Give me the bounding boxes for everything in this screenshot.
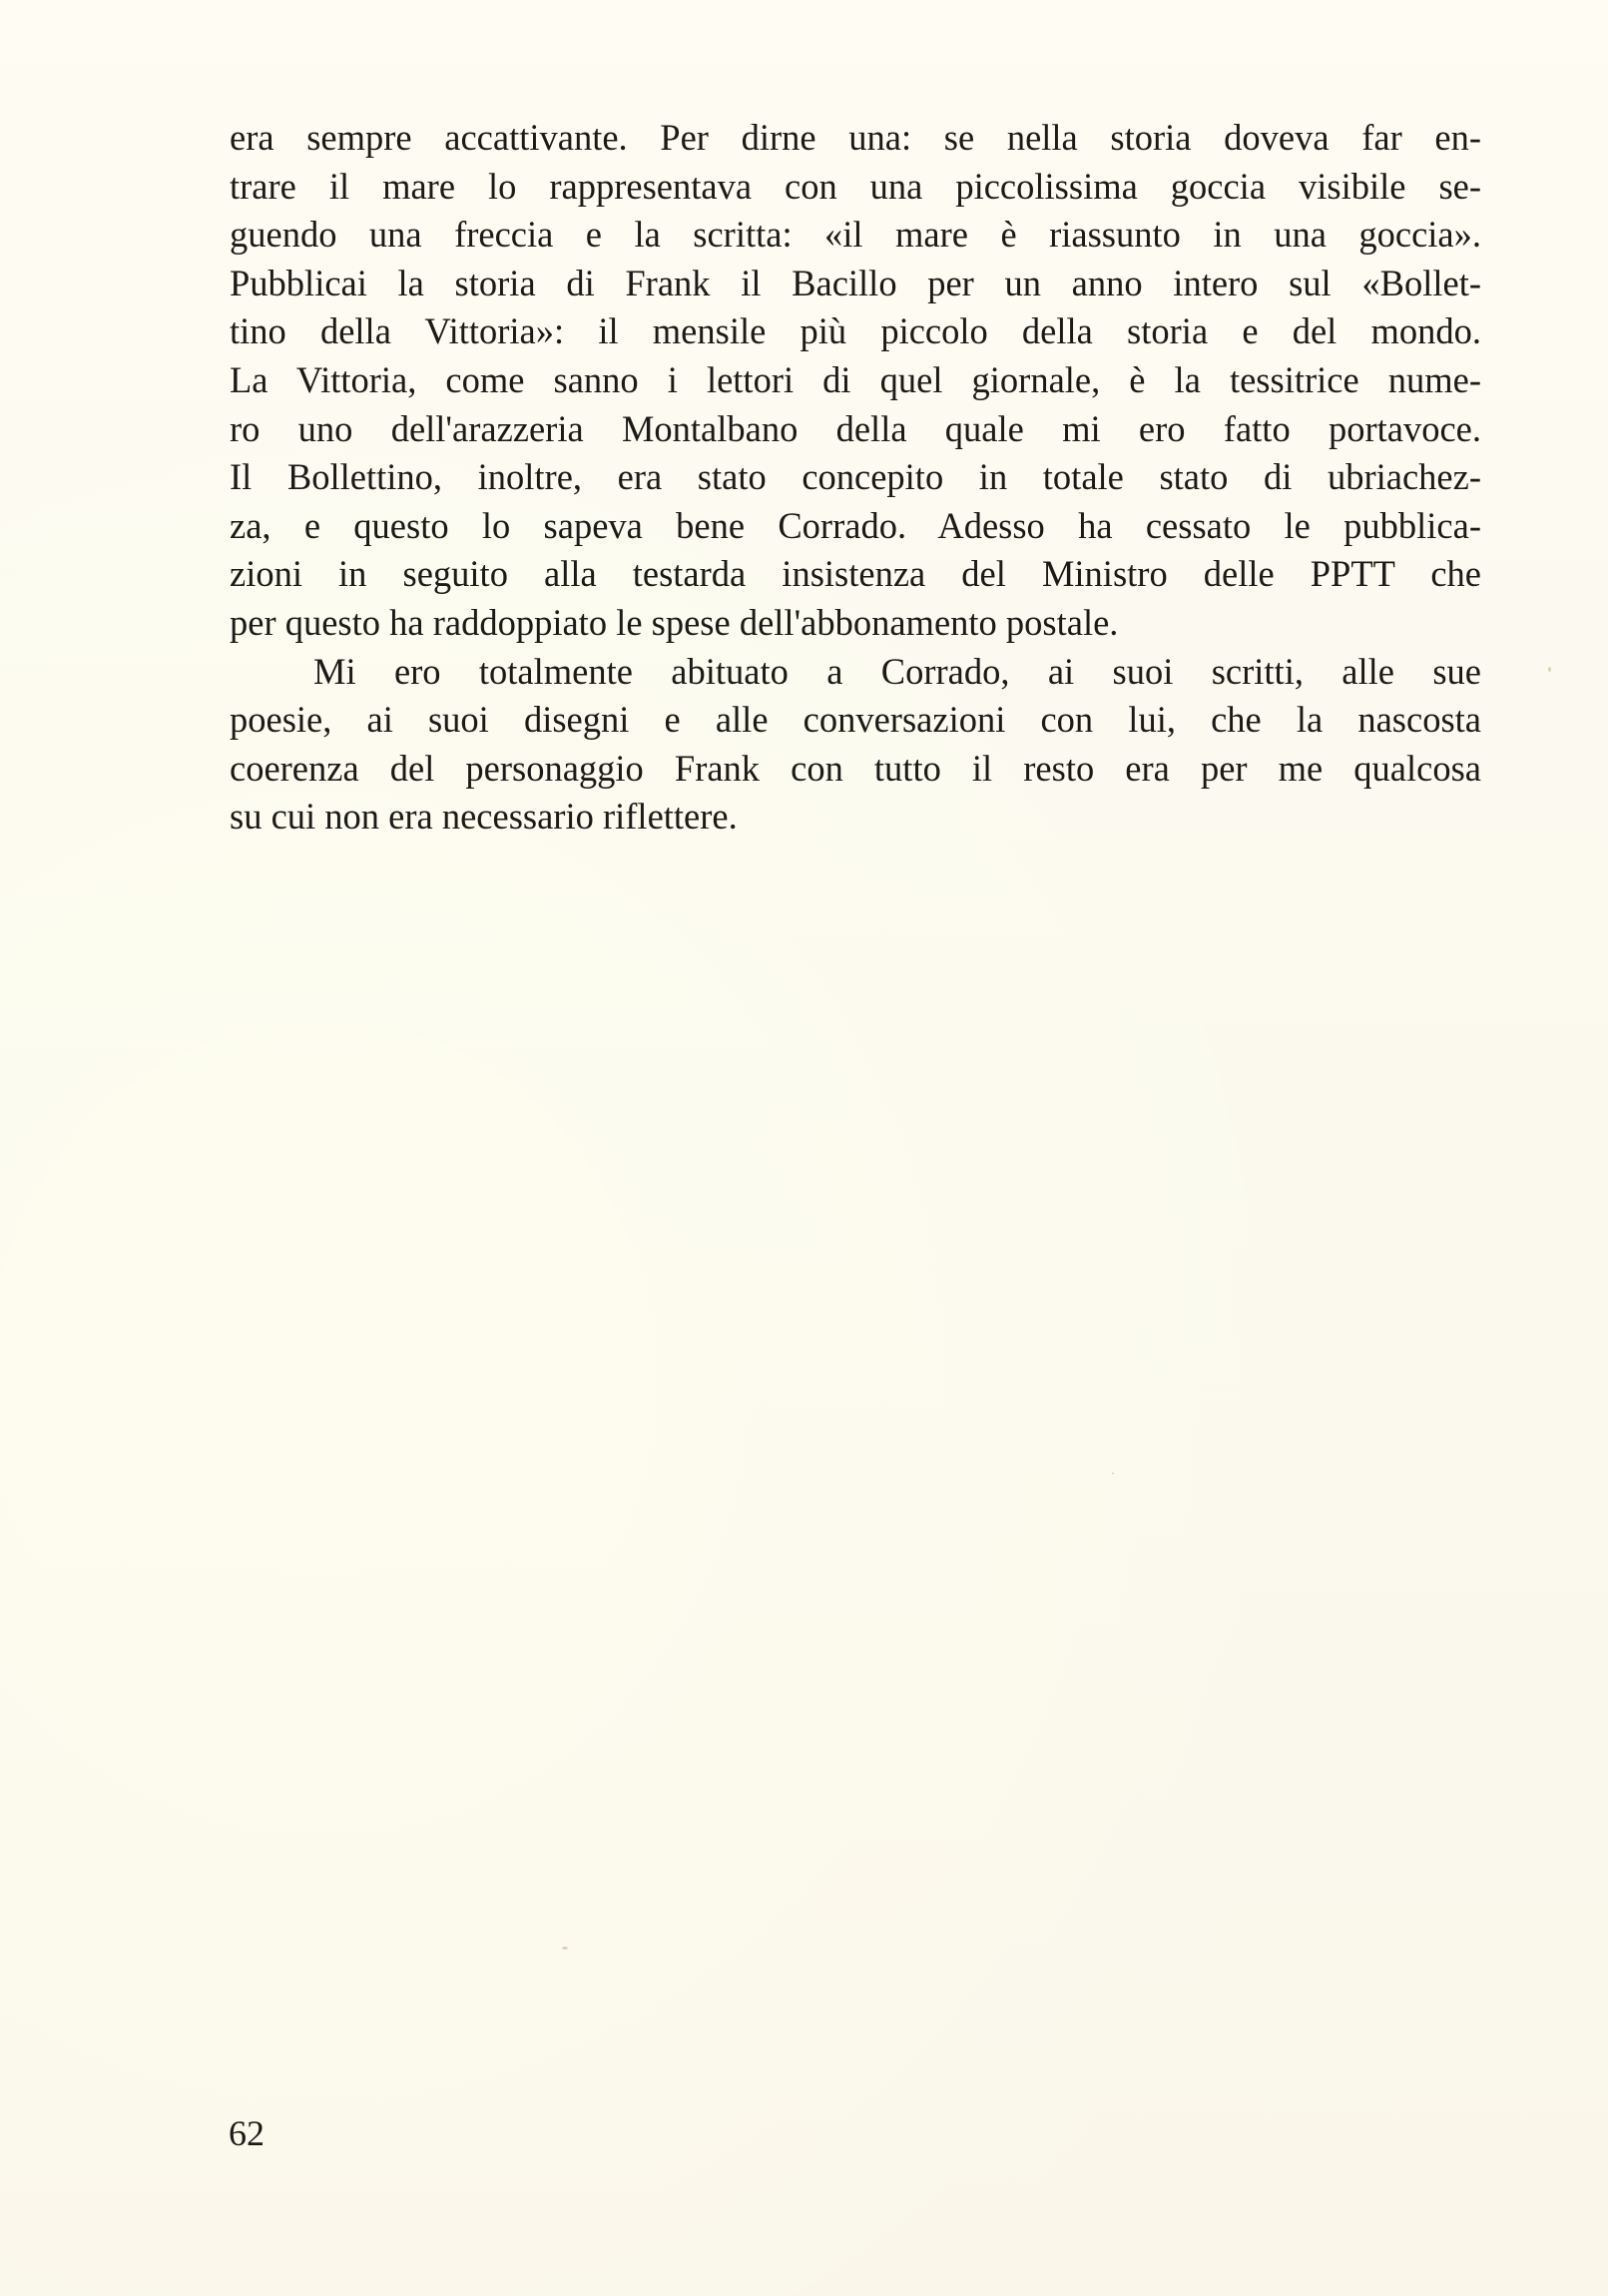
text-line: era sempre accattivante. Per dirne una: se nella storia doveva far en- <box>230 117 1481 158</box>
text-line: zioni in seguito alla testarda insistenza del Ministro delle PPTT che <box>230 553 1481 595</box>
text-line: La Vittoria, come sanno i lettori di quel giornale, è la tessitrice nume- <box>230 358 1481 400</box>
text-line: Il Bollettino, inoltre, era stato concepito in totale stato di ubriachez- <box>230 456 1481 498</box>
paper-speck <box>562 1947 568 1950</box>
text-line: coerenza del personaggio Frank con tutto il resto era per me qualcosa <box>230 747 1481 789</box>
text-line: tino della Vittoria»: il mensile più piccolo della storia e del mondo. <box>230 310 1481 352</box>
paper-speck <box>1112 1472 1114 1474</box>
page-number: 62 <box>229 2113 265 2153</box>
paragraph-1 <box>230 114 1481 648</box>
text-line: ro uno dell'arazzeria Montalbano della quale mi ero fatto portavoce. <box>230 407 1481 449</box>
text-line: su cui non era necessario riflettere. <box>230 796 738 838</box>
body-text <box>230 114 1481 842</box>
text-line: per questo ha raddoppiato le spese dell'abbonamento postale. <box>230 601 1119 643</box>
paper-speck <box>1548 667 1551 672</box>
text-line: poesie, ai suoi disegni e alle conversazioni con lui, che la nascosta <box>230 699 1481 741</box>
text-line: guendo una freccia e la scritta: «il mare è riassunto in una goccia». <box>230 214 1481 256</box>
text-line: za, e questo lo sapeva bene Corrado. Adesso ha cessato le pubblica- <box>230 504 1481 546</box>
text-line: trare il mare lo rappresentava con una piccolissima goccia visibile se- <box>230 165 1481 207</box>
text-line: Pubblicai la storia di Frank il Bacillo per un anno intero sul «Bollet- <box>230 262 1481 303</box>
paragraph-2 <box>230 648 1481 842</box>
text-line: Mi ero totalmente abituato a Corrado, ai suoi scritti, alle sue <box>313 650 1481 692</box>
